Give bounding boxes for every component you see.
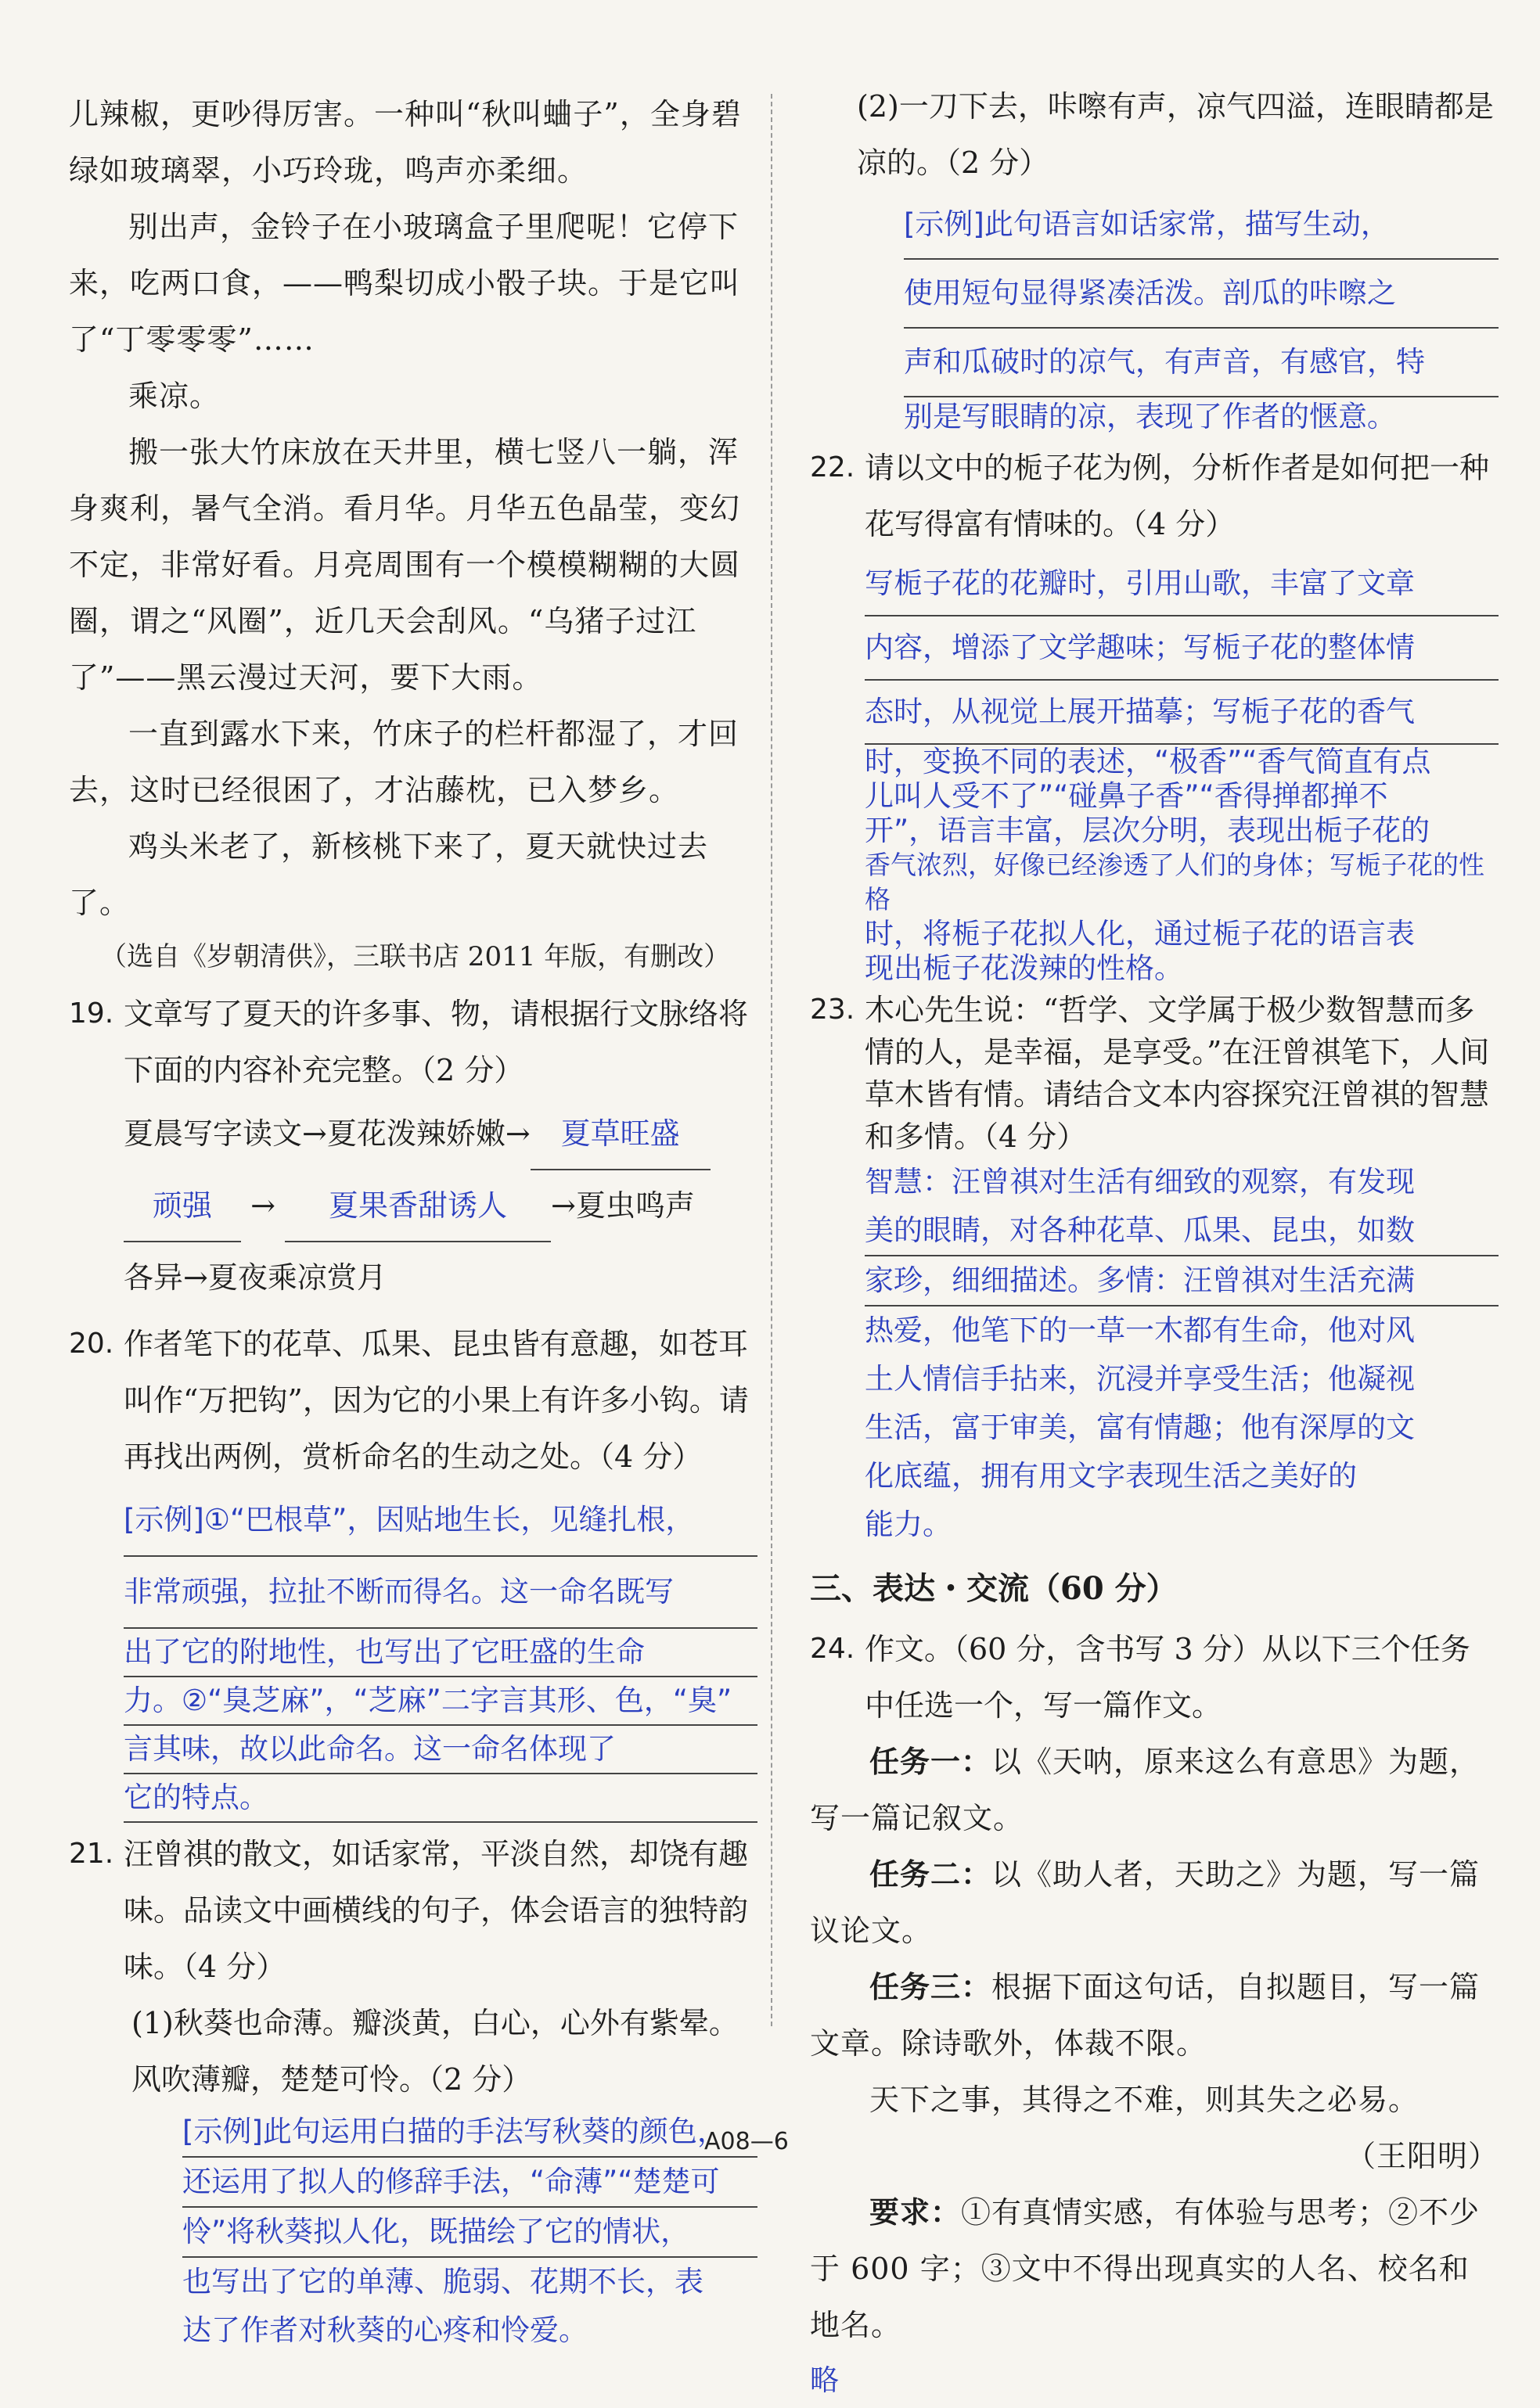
passage-line: 一直到露水下来，竹床子的栏杆都湿了，才回去，这时已经很困了，才沾藤枕，已入梦乡。 — [69, 717, 739, 807]
question-20 — [69, 1316, 757, 1485]
section-title: 三、表达・交流（60 分） — [810, 1570, 1178, 1607]
question-22 — [810, 440, 1499, 552]
q21-2-answer — [904, 191, 1499, 437]
question-text: 作者笔下的花草、瓜果、昆虫皆有意趣，如苍耳叫作“万把钩”，因为它的小果上有许多小钩。请再找出两例，赏析命名的生动之处。（4 分） — [124, 1327, 749, 1474]
passage-line: 别出声，金铃子在小玻璃盒子里爬呢！它停下来，吃两口食，——鸭梨切成小骰子块。于是它叫了“丁零零零”…… — [69, 210, 741, 357]
answer-line: 智慧：汪曾祺对生活有细致的观察，有发现 — [865, 1165, 1415, 1199]
page-number: A08—6 — [704, 2128, 789, 2155]
question-text: 请以文中的栀子花为例，分析作者是如何把一种花写得富有情味的。（4 分） — [865, 451, 1490, 541]
question-19 — [69, 986, 757, 1098]
answer-blank[interactable]: 顽强 — [124, 1170, 241, 1242]
answer-line: 香气浓烈，好像已经渗透了人们的身体；写栀子花的性格 — [865, 850, 1484, 915]
answer-line: 美的眼睛，对各种花草、瓜果、昆虫，如数 — [865, 1206, 1499, 1256]
q22-answer — [865, 552, 1499, 986]
answer-blank[interactable]: 夏果香甜诱人 — [285, 1170, 551, 1242]
passage-line: 搬一张大竹床放在天井里，横七竖八一躺，浑身爽利，暑气全消。看月华。月华五色晶莹，变幻不定，非常好看。月亮周围有一个模模糊糊的大圆圈，谓之“风圈”，近几天会刮风。“乌猪子过江了”——黑云漫过天河，要下大雨。 — [69, 435, 741, 695]
answer-line: 达了作者对秋葵的心疼和怜爱。 — [182, 2313, 588, 2347]
quote: 天下之事，其得之不难，则其失之必易。 — [869, 2083, 1419, 2117]
answer-line: 时，将栀子花拟人化，通过栀子花的语言表 — [865, 917, 1415, 951]
passage-source: （选自《岁朝清供》，三联书店 2011 年版，有删改） — [100, 941, 731, 972]
answer-line: 能力。 — [865, 1508, 952, 1541]
task-2 — [810, 1846, 1499, 1959]
answer-line: 开”，语言丰富，层次分明，表现出栀子花的 — [865, 814, 1430, 847]
task-3 — [810, 1959, 1499, 2072]
q20-answer — [124, 1485, 757, 1823]
passage-line: 儿辣椒，更吵得厉害。一种叫“秋叫蛐子”，全身碧绿如玻璃翠，小巧玲珑，鸣声亦柔细。 — [69, 97, 742, 188]
question-text: 木心先生说：“哲学、文学属于极少数智慧而多情的人，是幸福，是享受。”在汪曾祺笔下，人间草木皆有情。请结合文本内容探究汪曾祺的智慧和多情。（4 分） — [865, 993, 1490, 1154]
passage-line: 乘凉。 — [128, 379, 221, 413]
passage-line: 鸡头米老了，新核桃下来了，夏天就快过去了。 — [69, 829, 709, 920]
answer-line: 怜”将秋葵拟人化，既描绘了它的情状， — [182, 2208, 757, 2258]
task-text: 根据下面这句话，自拟题目，写一篇文章。除诗歌外，体裁不限。 — [810, 1970, 1481, 2061]
question-number: 22. — [810, 451, 855, 483]
q21-sub-1: (1)秋葵也命薄。瓣淡黄，白心，心外有紫晕。风吹薄瓣，楚楚可怜。（2 分） — [131, 2006, 739, 2097]
answer-line: [示例]此句语言如话家常，描写生动， — [904, 191, 1499, 260]
task-text: 以《助人者，天助之》为题，写一篇议论文。 — [810, 1857, 1481, 1948]
q24-answer: 略 — [810, 2363, 839, 2397]
answer-blank[interactable]: 夏草旺盛 — [531, 1098, 711, 1170]
q19-flow — [69, 1098, 757, 1313]
answer-line: 现出栀子花泼辣的性格。 — [865, 951, 1183, 985]
right-column — [810, 78, 1499, 2408]
req-text: ①有真情实感，有体验与思考；②不少于 600 字；③文中不得出现真实的人名、校名和地名。 — [810, 2195, 1481, 2342]
question-number: 24. — [810, 1633, 855, 1665]
task-label: 任务二： — [869, 1856, 992, 1892]
answer-line: 热爱，他笔下的一草一木都有生命，他对风 — [865, 1314, 1415, 1347]
flow-end: 各异→夏夜乘凉赏月 — [124, 1260, 387, 1295]
answer-line: 内容，增添了文学趣味；写栀子花的整体情 — [865, 616, 1499, 681]
question-21 — [69, 1826, 757, 1995]
answer-line: 家珍，细细描述。多情：汪曾祺对生活充满 — [865, 1256, 1499, 1306]
answer-line: 力。②“臭芝麻”，“芝麻”二字言其形、色，“臭” — [124, 1677, 757, 1726]
question-23 — [810, 989, 1499, 1158]
answer-line: 非常顽强，拉扯不断而得名。这一命名既写 — [124, 1557, 757, 1629]
answer-line: 态时，从视觉上展开描摹；写栀子花的香气 — [865, 681, 1499, 745]
answer-line: 时，变换不同的表述，“极香”“香气简直有点 — [865, 745, 1431, 778]
req-label: 要求： — [869, 2194, 962, 2230]
answer-line: 言其味，故以此命名。这一命名体现了 — [124, 1726, 757, 1774]
answer-line: 也写出了它的单薄、脆弱、花期不长，表 — [182, 2265, 703, 2298]
q21-sub-2: (2)一刀下去，咔嚓有声，凉气四溢，连眼睛都是凉的。（2 分） — [857, 89, 1494, 180]
answer-line: 它的特点。 — [124, 1774, 757, 1823]
q21-1-answer — [182, 2108, 757, 2355]
answer-line: 生活，富于审美，富有情趣；他有深厚的文 — [865, 1411, 1415, 1444]
question-number: 23. — [810, 994, 855, 1026]
task-label: 任务一： — [869, 1744, 992, 1779]
flow-arrow: → — [250, 1188, 275, 1223]
question-text: 文章写了夏天的许多事、物，请根据行文脉络将下面的内容补充完整。（2 分） — [124, 997, 749, 1087]
flow-start: 夏晨写字读文→夏花泼辣娇嫩→ — [124, 1116, 531, 1151]
answer-line: 出了它的附地性，也写出了它旺盛的生命 — [124, 1629, 757, 1677]
answer-line: 化底蕴，拥有用文字表现生活之美好的 — [865, 1459, 1357, 1493]
question-number: 20. — [69, 1328, 114, 1360]
task-text: 以《天呐，原来这么有意思》为题，写一篇记叙文。 — [810, 1745, 1481, 1835]
q23-answer — [865, 1158, 1499, 1549]
column-divider — [771, 94, 772, 2026]
task-label: 任务三： — [869, 1969, 992, 2004]
question-number: 21. — [69, 1838, 114, 1870]
answer-line: 儿叫人受不了”“碰鼻子香”“香得掸都掸不 — [865, 779, 1388, 813]
question-24 — [810, 1621, 1499, 1734]
answer-line: [示例]①“巴根草”，因贴地生长，见缝扎根， — [124, 1485, 757, 1557]
flow-mid: →夏虫鸣声 — [551, 1188, 695, 1223]
left-column — [69, 86, 757, 2355]
task-1 — [810, 1734, 1499, 1846]
answer-line: 写栀子花的花瓣时，引用山歌，丰富了文章 — [865, 552, 1499, 616]
requirements — [810, 2184, 1499, 2353]
answer-line: [示例]此句运用白描的手法写秋葵的颜色， — [182, 2108, 757, 2158]
quote-author: （王阳明） — [1345, 2139, 1499, 2173]
answer-line: 声和瓜破时的凉气，有声音，有感官，特 — [904, 329, 1499, 397]
answer-line: 别是写眼睛的凉，表现了作者的惬意。 — [904, 400, 1396, 433]
answer-line: 使用短句显得紧凑活泼。剖瓜的咔嚓之 — [904, 260, 1499, 329]
answer-line: 还运用了拟人的修辞手法，“命薄”“楚楚可 — [182, 2158, 757, 2208]
answer-line: 土人情信手拈来，沉浸并享受生活；他凝视 — [865, 1362, 1415, 1396]
question-number: 19. — [69, 997, 114, 1030]
question-text: 作文。（60 分，含书写 3 分）从以下三个任务中任选一个，写一篇作文。 — [865, 1632, 1470, 1723]
question-text: 汪曾祺的散文，如话家常，平淡自然，却饶有趣味。品读文中画横线的句子，体会语言的独特韵味。（4 分） — [124, 1837, 749, 1984]
